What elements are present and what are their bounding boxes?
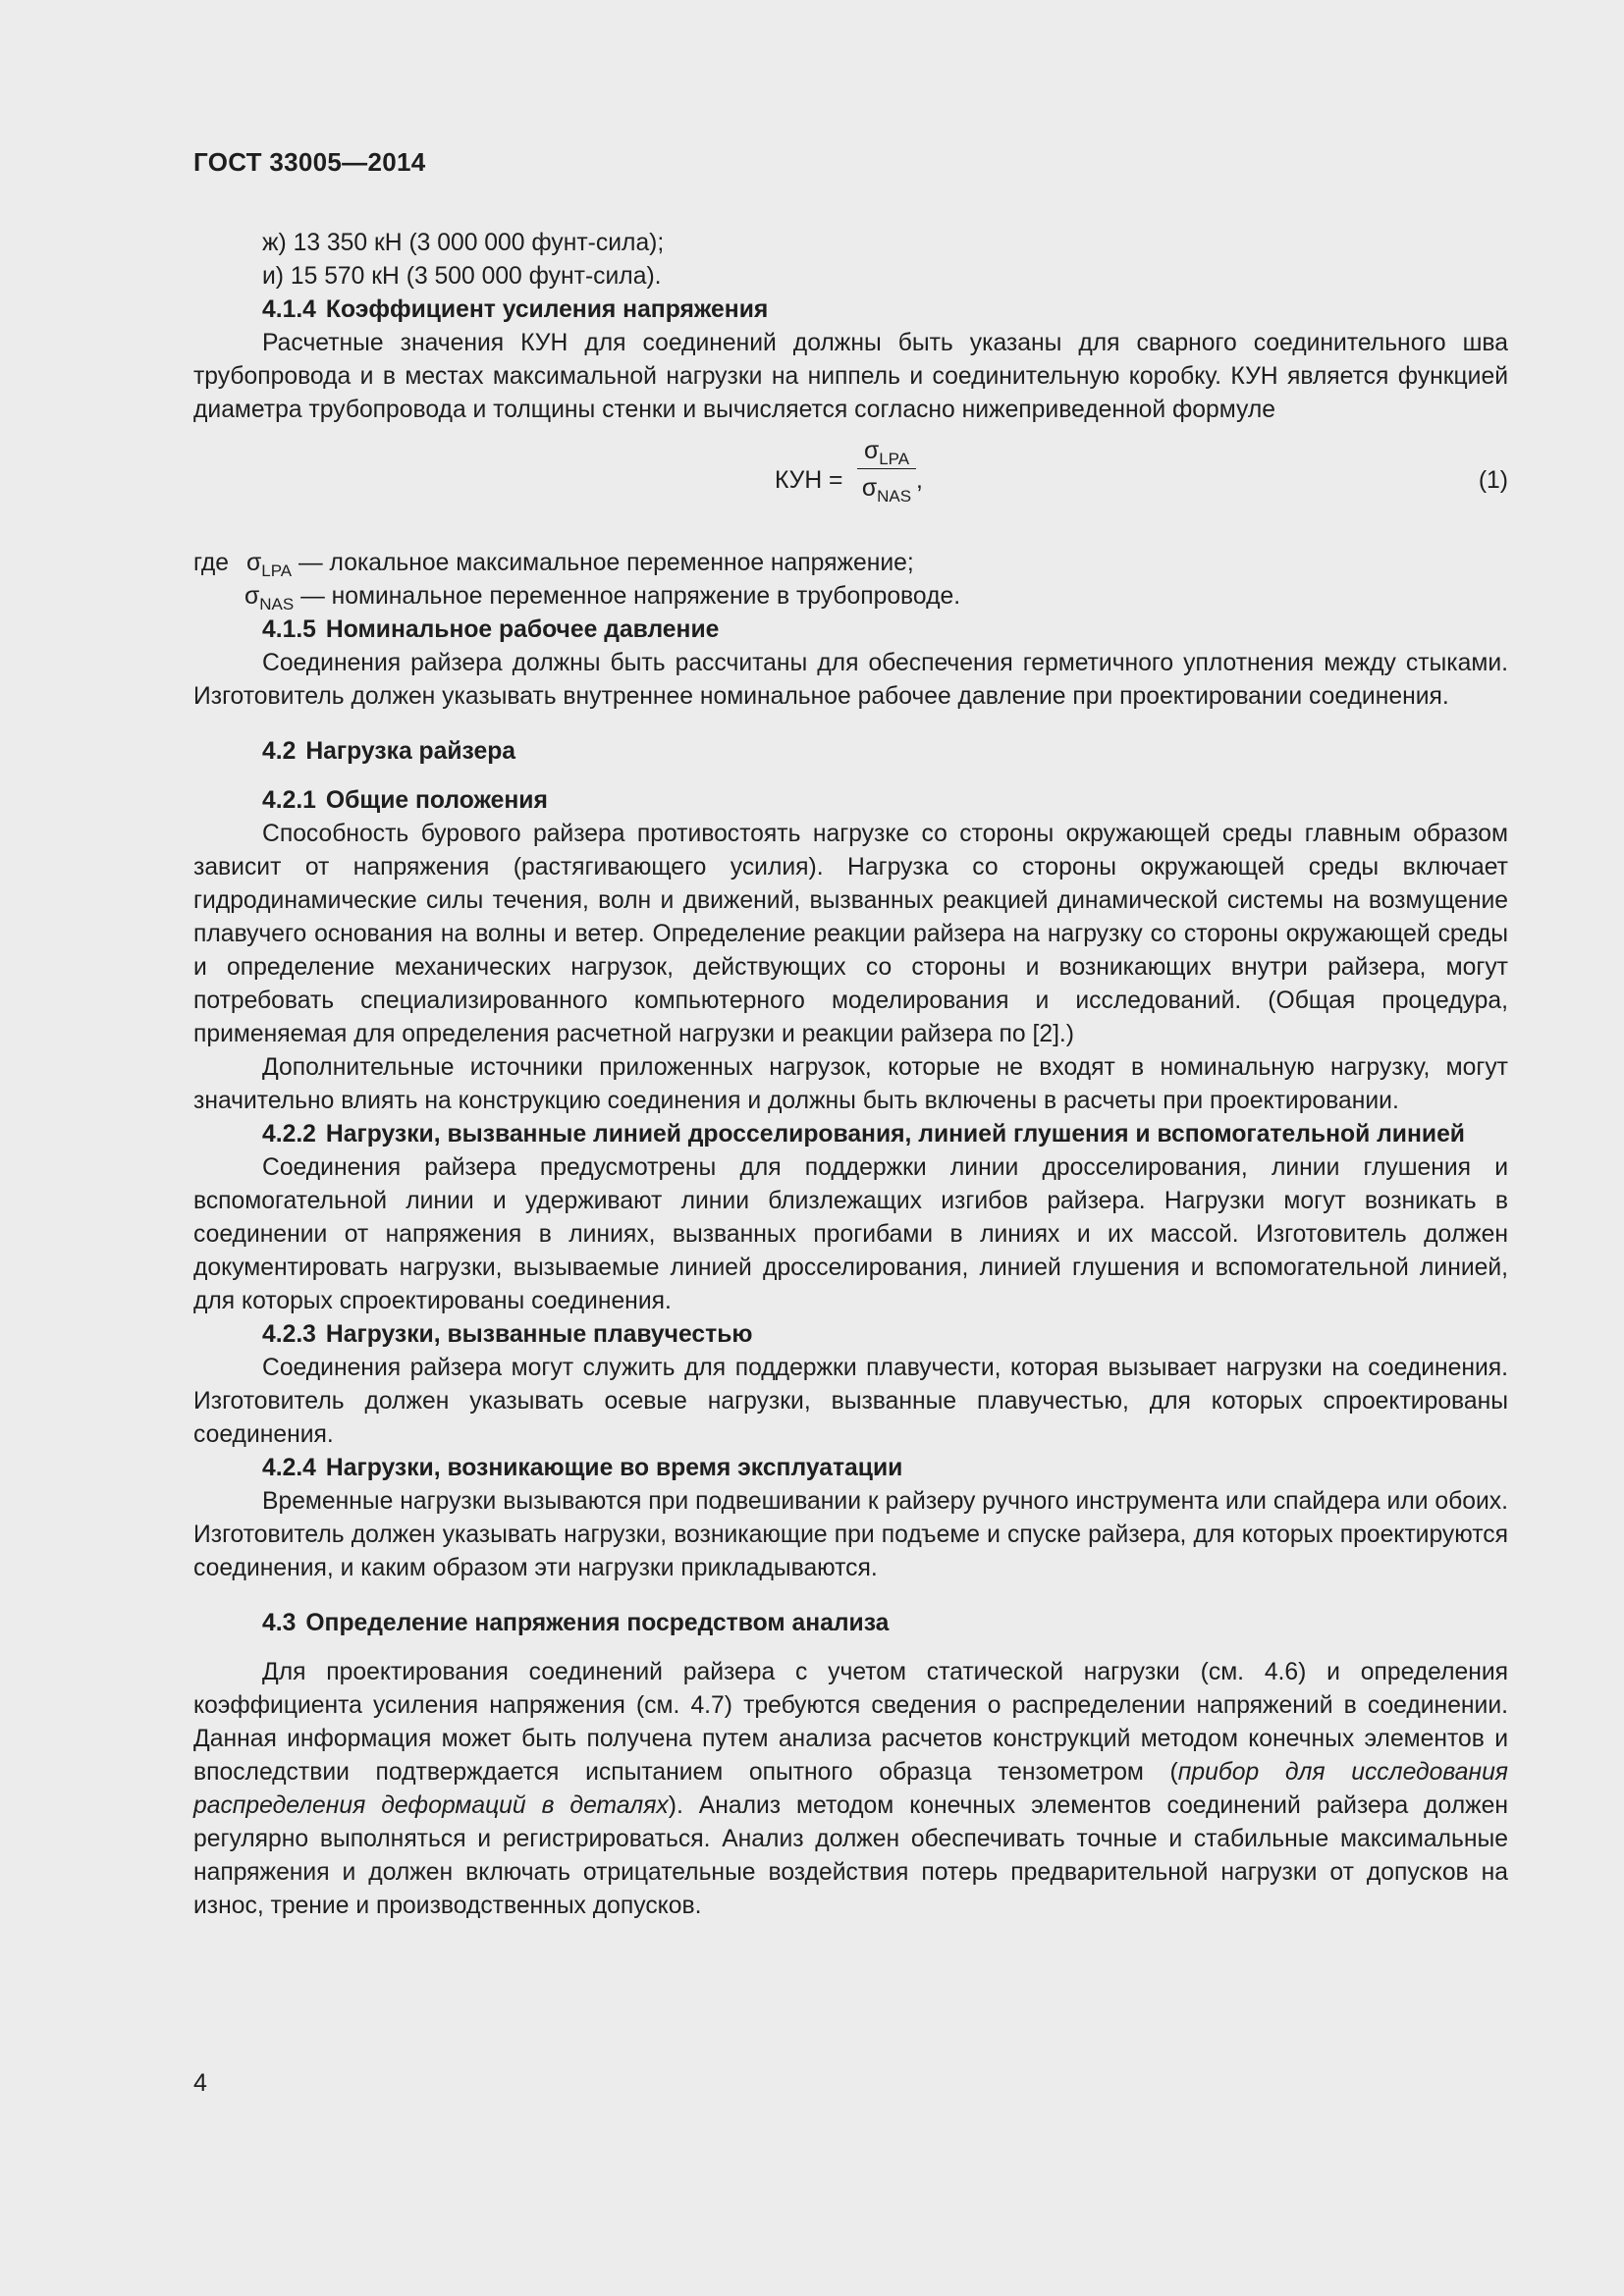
document-header: ГОСТ 33005—2014 xyxy=(193,147,426,177)
section-number: 4.2.4 xyxy=(262,1455,316,1481)
section-title: Нагрузки, возникающие во время эксплуатации xyxy=(325,1455,903,1481)
section-title: Определение напряжения посредством анализа xyxy=(305,1610,890,1636)
section-title: Нагрузки, вызванные линией дросселирования, линией глушения и вспомогательной линией xyxy=(325,1121,1465,1148)
paragraph-text: Для проектирования соединений райзера с учетом статической нагрузки (см. 4.6) и определения коэффициента усиления напряжения (см. 4.7) требуются сведения о распределении напряжений в соединении. Данная информация может быть получена путем анализа расчетов конструкций методом конечных элементов и впоследствии подтверждается испытанием опытного образца тензометром ( xyxy=(193,1659,1508,1786)
sigma-symbol: σ xyxy=(861,475,878,502)
paragraph: Расчетные значения КУН для соединений должны быть указаны для сварного соединительного шва трубопровода и в местах максимальной нагрузки на ниппель и соединительную коробку. КУН является функцией диаметра трубопровода и толщины стенки и вычисляется согласно нижеприведенной формуле xyxy=(193,330,1508,423)
subscript-nas: NAS xyxy=(877,487,912,506)
section-number: 4.2.3 xyxy=(262,1321,316,1348)
paragraph-text: ). Анализ методом конечных элементов соединений райзера должен регулярно выполняться и регистрироваться. Анализ должен обеспечивать точные и стабильные максимальные напряжения и должен включать отрицательные воздействия потерь предварительной нагрузки от допусков на износ, трение и производственных допусков. xyxy=(193,1792,1509,1919)
section-number: 4.2.1 xyxy=(262,787,316,814)
section-heading-4-2-3 xyxy=(193,1318,1508,1352)
italic-text: прибор для исследования распределения деформаций в деталях xyxy=(193,1759,1508,1819)
subscript-lpa: LPA xyxy=(879,450,910,468)
formula-comma: , xyxy=(916,467,923,494)
formula-denominator xyxy=(857,469,916,506)
subscript-lpa: LPA xyxy=(261,561,293,580)
definition-text: — номинальное переменное напряжение в трубопроводе. xyxy=(294,583,961,610)
formula-lhs: КУН = xyxy=(775,467,843,494)
paragraph xyxy=(193,1656,1508,1923)
section-heading-4-2-1 xyxy=(193,784,1508,818)
section-heading-4-1-5 xyxy=(193,614,1508,647)
section-number: 4.2.2 xyxy=(262,1121,316,1148)
section-heading-4-1-4 xyxy=(193,294,1508,327)
sigma-symbol: σ xyxy=(244,583,260,610)
definition-term xyxy=(246,547,914,580)
formula-numerator xyxy=(857,435,916,469)
paragraph: Соединения райзера должны быть рассчитаны для обеспечения герметичного уплотнения между стыками. Изготовитель должен указывать внутреннее номинальное рабочее давление при проектировании соединения. xyxy=(193,650,1508,710)
definition-nas xyxy=(193,580,1508,614)
definition-term xyxy=(244,580,960,614)
section-heading-4-2-2 xyxy=(193,1118,1508,1151)
list-item: ж) 13 350 кН (3 000 000 фунт-сила); xyxy=(262,230,665,256)
definition-lpa xyxy=(193,547,1508,580)
section-title: Общие положения xyxy=(325,787,548,814)
section-number: 4.1.4 xyxy=(262,296,316,323)
paragraph: Временные нагрузки вызываются при подвешивании к райзеру ручного инструмента или спайдера или обоих. Изготовитель должен указывать нагрузки, возникающие при подъеме и спуске райзера, для которых проектируются соединения, и каким образом эти нагрузки прикладываются. xyxy=(193,1488,1508,1581)
where-label: где xyxy=(193,550,230,576)
section-heading-4-2 xyxy=(193,735,1508,769)
section-number: 4.2 xyxy=(262,738,297,765)
section-number: 4.3 xyxy=(262,1610,297,1636)
section-heading-4-3 xyxy=(193,1607,1508,1640)
sigma-symbol: σ xyxy=(246,550,262,576)
formula-kun xyxy=(193,435,1508,533)
section-heading-4-2-4 xyxy=(193,1452,1508,1485)
document-body xyxy=(193,227,1508,1923)
list-item: и) 15 570 кН (3 500 000 фунт-сила). xyxy=(262,263,662,290)
section-title: Номинальное рабочее давление xyxy=(325,616,720,643)
page-number: 4 xyxy=(193,2069,207,2097)
subscript-nas: NAS xyxy=(259,595,295,614)
paragraph: Соединения райзера предусмотрены для поддержки линии дросселирования, линии глушения и вспомогательной линии и удерживают линии близлежащих изгибов райзера. Нагрузки могут возникать в соединении от напряжения в линиях, вызванных прогибами в линиях и их массой. Изготовитель должен документировать нагрузки, вызываемые линией дросселирования, линией глушения и вспомогательной линией, для которых спроектированы соединения. xyxy=(193,1154,1508,1314)
section-title: Нагрузка райзера xyxy=(305,738,516,765)
section-title: Коэффициент усиления напряжения xyxy=(325,296,769,323)
definition-text: — локальное максимальное переменное напряжение; xyxy=(292,550,914,576)
paragraph: Дополнительные источники приложенных нагрузок, которые не входят в номинальную нагрузку, могут значительно влиять на конструкцию соединения и должны быть включены в расчеты при проектировании. xyxy=(193,1054,1508,1114)
paragraph: Соединения райзера могут служить для поддержки плавучести, которая вызывает нагрузки на соединения. Изготовитель должен указывать осевые нагрузки, вызванные плавучестью, для которых спроектированы соединения. xyxy=(193,1355,1508,1448)
formula-fraction xyxy=(857,435,916,506)
equation-number: (1) xyxy=(1478,467,1508,494)
sigma-symbol: σ xyxy=(863,438,880,464)
paragraph: Способность бурового райзера противостоять нагрузке со стороны окружающей среды главным образом зависит от напряжения (растягивающего усилия). Нагрузка со стороны окружающей среды включает гидродинамические силы течения, волн и движений, вызванных реакцией динамической системы на возмущение плавучего основания на волны и ветер. Определение реакции райзера на нагрузку со стороны окружающей среды и определение механических нагрузок, действующих со стороны и возникающих внутри райзера, могут потребовать специализированного компьютерного моделирования и исследований. (Общая процедура, применяемая для определения расчетной нагрузки и реакции райзера по [2].) xyxy=(193,821,1508,1047)
section-number: 4.1.5 xyxy=(262,616,316,643)
section-title: Нагрузки, вызванные плавучестью xyxy=(325,1321,753,1348)
